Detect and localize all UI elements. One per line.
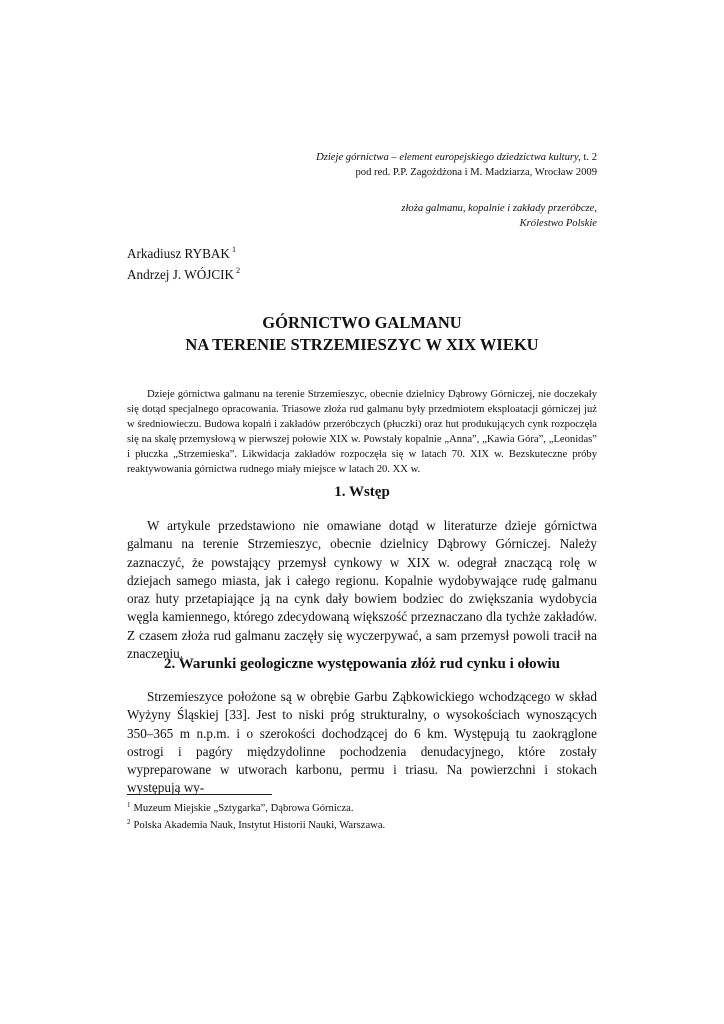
footnote-2 (127, 816, 385, 833)
footnote-mark: 2 (127, 817, 131, 826)
series-volume: t. 2 (583, 152, 597, 163)
footnote-mark: 1 (127, 801, 131, 809)
section-text-geology: Strzemieszyce położone są w obrębie Garbu Ząbkowickiego wchodzącego w skład Wyżyny Śląskiej [33]. Jest to niski próg strukturalny, o wysokościach wynoszących 350–365 m n.p.m. i o szerokości dochodzącej do 6 km. Występują tu zaokrąglone ostrogi i pagóry międzydolinne pochodzenia denudacyjnego, które zostały wypreparowane w utworach karbonu, permu i triasu. Na powierzchni i stokach występują wy- (127, 689, 597, 796)
series-line (316, 150, 597, 165)
author-1 (127, 241, 240, 262)
section-text-introduction: W artykule przedstawiono nie omawiane dotąd w literaturze dzieje górnictwa galmanu na terenie Strzemieszyc, obecnie dzielnicy Dąbrowy Górniczej. Należy zaznaczyć, że powstający przemysł cynkowy w XIX w. odegrał znaczącą rolę w dziejach samego miasta, jak i całego regionu. Kopalnie wydobywające rudę galmanu oraz huty przetapiające ją na cynk dały bowiem bodziec do zwiększania wydobycia węgla kamiennego, którego zdecydowaną większość przeznaczano dla tychże zakładów. Z czasem złoża rud galmanu zaczęły się wyczerpywać, a sam przemysł powoli tracił na znaczeniu. (127, 518, 597, 662)
footnote-text: Polska Akademia Nauk, Instytut Historii Nauki, Warszawa. (133, 819, 386, 831)
author-2 (127, 262, 240, 283)
authors (127, 241, 240, 283)
author-name: Andrzej J. WÓJCIK (127, 267, 235, 282)
keywords-line-1: złoża galmanu, kopalnie i zakłady przeróbcze, (401, 203, 597, 214)
paper-title (0, 312, 724, 356)
author-footnote-mark: 2 (236, 266, 241, 275)
editors-line: pod red. P.P. Zagożdżona i M. Madziarza, Wrocław 2009 (355, 167, 597, 178)
section-heading-introduction: 1. Wstęp (334, 484, 390, 500)
title-line-2: NA TERENIE STRZEMIESZYC W XIX WIEKU (185, 335, 539, 354)
keywords-line-2: Królestwo Polskie (519, 218, 597, 229)
section-heading-geology: 2. Warunki geologiczne występowania złóż rud cynku i ołowiu (163, 656, 560, 672)
author-name: Arkadiusz RYBAK (127, 246, 230, 261)
keywords (401, 201, 597, 231)
footnote-divider (127, 794, 272, 795)
footnote-text: Muzeum Miejskie „Sztygarka”, Dąbrowa Górnicza. (133, 803, 354, 814)
footnote-1 (127, 799, 385, 816)
author-footnote-mark: 1 (231, 245, 236, 254)
abstract: Dzieje górnictwa galmanu na terenie Strzemieszyc, obecnie dzielnicy Dąbrowy Górniczej, nie doczekały się dotąd specjalnego opracowania. Triasowe złoża rud galmanu były przedmiotem eksploatacji górniczej już w średniowieczu. Budowa kopalń i zakładów przeróbczych (płuczki) oraz hut produkujących cynk rozpoczęła się na skalę przemysłową w pierwszej połowie XIX w. Powstały kopalnie „Anna”, „Kawia Góra”, „Leonidas” i płuczka „Strzemieska”. Likwidacja zakładów rozpoczęła się w latach 70. XIX w. Bezskuteczne próby reaktywowania górnictwa rudnego miały miejsce w latach 20. XX w. (127, 389, 597, 476)
series-title: Dzieje górnictwa – element europejskiego dziedzictwa kultury, (316, 152, 581, 163)
running-header (316, 150, 597, 180)
title-line-1: GÓRNICTWO GALMANU (262, 313, 462, 332)
footnotes (127, 799, 385, 832)
